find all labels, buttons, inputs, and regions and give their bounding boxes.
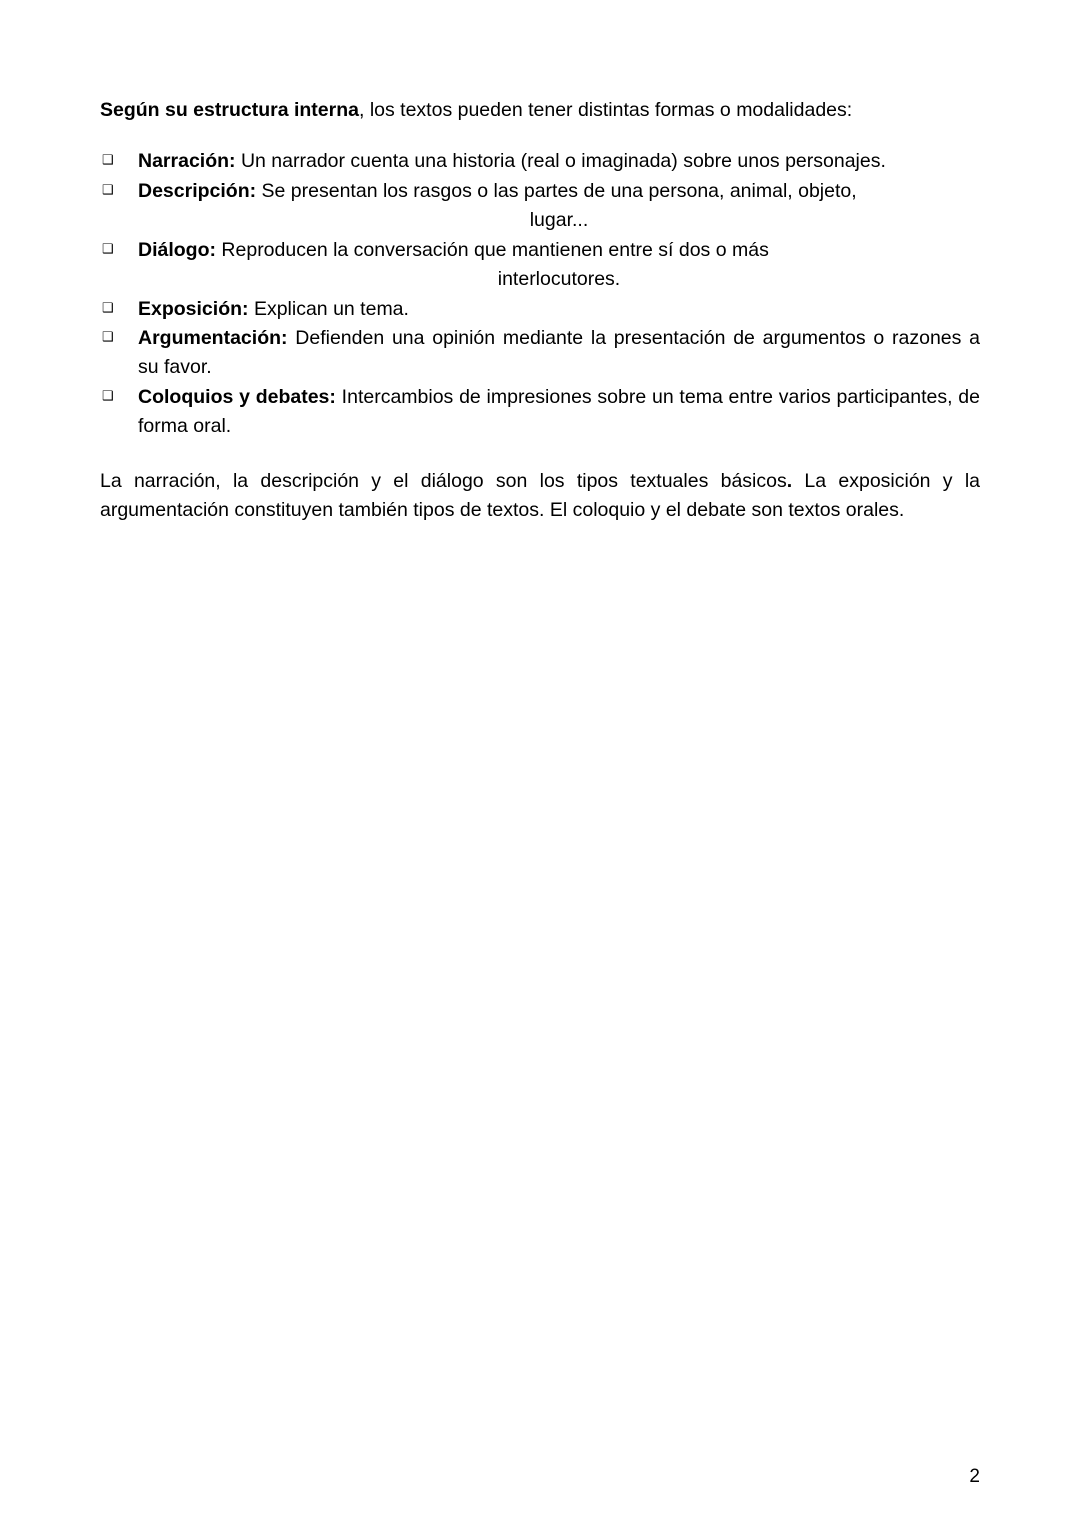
- list-item-desc: Intercambios de impresiones sobre un tema entre varios participantes, de forma oral.: [138, 386, 980, 437]
- list-item-body: [138, 383, 980, 441]
- bullet-icon: ❑: [102, 182, 114, 198]
- bullet-icon: ❑: [102, 299, 114, 315]
- list-item-term: Argumentación:: [138, 327, 288, 350]
- list-item: [100, 383, 980, 441]
- list-item-desc: Defienden una opinión mediante la presentación de argumentos o razones a su favor.: [138, 327, 980, 379]
- list-item: [100, 147, 980, 176]
- list-item-term: Descripción:: [138, 180, 257, 203]
- list-item-term: Coloquios y debates:: [138, 386, 336, 409]
- intro-rest: , los textos pueden tener distintas formas o modalidades:: [358, 99, 853, 121]
- closing-part-2: La exposición y la argumentación constituyen también tipos de textos. El coloquio y el debate son textos orales.: [100, 469, 980, 522]
- list-item: [100, 236, 980, 294]
- list-item-desc: Un narrador cuenta una historia (real o imaginada) sobre unos personajes.: [235, 150, 886, 173]
- bullet-icon: ❑: [102, 388, 114, 404]
- list-item-tail: interlocutores.: [497, 267, 621, 290]
- list-item-body: [138, 295, 980, 324]
- list-item-body: [138, 236, 980, 265]
- list-item-term: Exposición:: [138, 297, 249, 320]
- list-item-desc: Reproducen la conversación que mantienen entre sí dos o más: [216, 238, 769, 261]
- list-item-desc: Explican un tema.: [248, 297, 409, 320]
- list-item-tail: lugar...: [529, 208, 589, 231]
- list-item-desc: Se presentan los rasgos o las partes de una persona, animal, objeto,: [256, 180, 857, 203]
- list-item: [100, 324, 980, 382]
- list-item-term: Diálogo:: [138, 238, 216, 261]
- closing-dot: .: [786, 469, 793, 492]
- page-number: 2: [969, 1466, 980, 1487]
- bullet-icon: ❑: [102, 240, 114, 256]
- list-item-term: Narración:: [138, 150, 236, 173]
- modalities-list: [100, 147, 980, 441]
- intro-paragraph: [100, 96, 980, 125]
- closing-part-1: La narración, la descripción y el diálogo son los tipos textuales básicos: [100, 469, 787, 492]
- list-item: [100, 295, 980, 324]
- closing-paragraph: [100, 467, 980, 526]
- intro-bold-lead: Según su estructura interna: [100, 99, 359, 121]
- bullet-icon: ❑: [102, 152, 114, 168]
- list-item-body: [138, 177, 980, 206]
- list-item-body: [138, 324, 980, 382]
- bullet-icon: ❑: [102, 329, 114, 345]
- list-item-body: [138, 147, 980, 176]
- list-item: [100, 177, 980, 235]
